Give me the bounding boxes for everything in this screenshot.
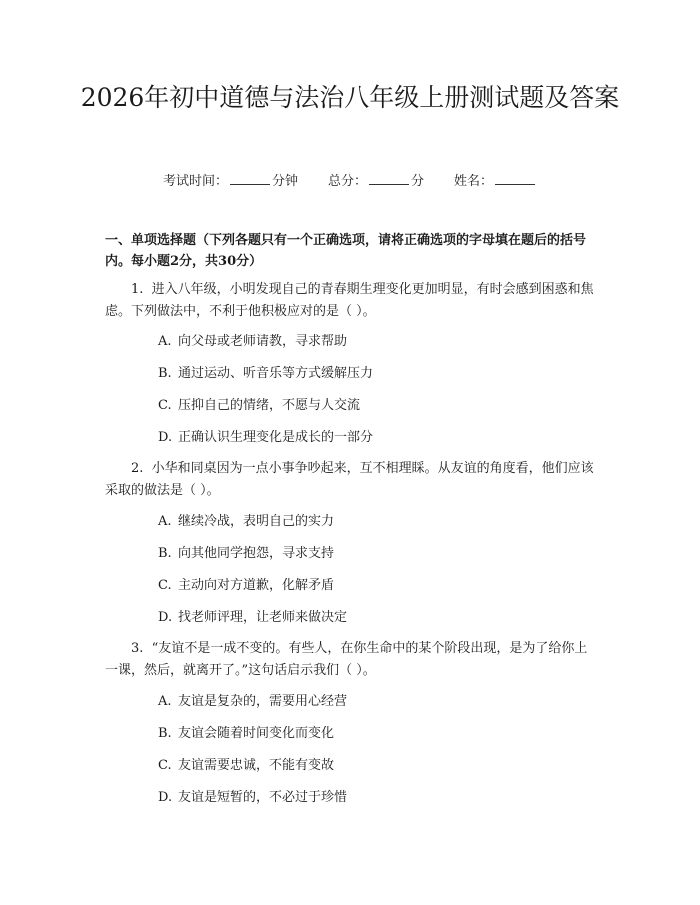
option-1b (158, 365, 373, 383)
total-score-label: 总分： (327, 174, 367, 189)
total-score-unit: 分 (411, 174, 425, 189)
option-text: 友谊是短暂的，不必过于珍惜 (178, 790, 348, 805)
question-number: 1. (131, 282, 144, 297)
question-2 (105, 458, 595, 502)
student-name (454, 170, 537, 189)
option-2a (158, 513, 334, 531)
exam-time-unit: 分钟 (271, 174, 298, 189)
section-heading: 一、单项选择题（下列各题只有一个正确选项，请将正确选项的字母填在题后的括号内。每小题2分，共30分） (105, 233, 587, 269)
total-score (328, 170, 424, 189)
option-3b (158, 725, 334, 743)
exam-info-line (0, 170, 700, 189)
question-stem: 进入八年级，小明发现自己的青春期生理变化更加明显，有时会感到困惑和焦虑。下列做法中，不利于他积极应对的是（ ）。 (105, 282, 594, 319)
question-number: 3. (131, 641, 144, 656)
option-letter: A. (158, 334, 172, 349)
student-name-blank (495, 172, 535, 185)
question-1 (105, 279, 595, 323)
option-1c (158, 397, 360, 415)
option-text: 找老师评理，让老师来做决定 (178, 610, 348, 625)
option-1a (158, 333, 347, 351)
total-score-blank (369, 172, 409, 185)
option-text: 主动向对方道歉，化解矛盾 (178, 578, 335, 593)
exam-time-blank (230, 172, 270, 185)
option-text: 通过运动、听音乐等方式缓解压力 (178, 366, 374, 381)
option-3c (158, 757, 334, 775)
option-letter: B. (158, 366, 172, 381)
option-3d (158, 789, 347, 807)
option-letter: D. (158, 430, 173, 445)
student-name-label: 姓名： (454, 174, 494, 189)
question-number: 2. (131, 461, 144, 476)
option-letter: C. (158, 578, 172, 593)
option-letter: A. (158, 694, 172, 709)
option-text: 压抑自己的情绪，不愿与人交流 (178, 398, 361, 413)
question-3 (105, 638, 595, 682)
option-2b (158, 545, 334, 563)
option-letter: A. (158, 514, 172, 529)
option-2c (158, 577, 334, 595)
option-text: 继续冷战，表明自己的实力 (178, 514, 335, 529)
option-text: 向父母或老师请教，寻求帮助 (178, 334, 348, 349)
option-letter: C. (158, 398, 172, 413)
option-letter: B. (158, 546, 172, 561)
option-letter: D. (158, 610, 173, 625)
option-text: 正确认识生理变化是成长的一部分 (178, 430, 374, 445)
option-letter: C. (158, 758, 172, 773)
exam-time-label: 考试时间： (162, 174, 228, 189)
question-stem: “友谊不是一成不变的。有些人，在你生命中的某个阶段出现，是为了给你上一课，然后，就离开了。”这句话启示我们（ ）。 (105, 641, 588, 678)
option-text: 友谊需要忠诚，不能有变故 (178, 758, 335, 773)
question-stem: 小华和同桌因为一点小事争吵起来，互不相理睬。从友谊的角度看，他们应该采取的做法是（ ）。 (105, 461, 594, 498)
option-letter: B. (158, 726, 172, 741)
page-title: 2026年初中道德与法治八年级上册测试题及答案 (80, 83, 620, 112)
option-3a (158, 693, 347, 711)
option-2d (158, 609, 347, 627)
option-1d (158, 429, 373, 447)
option-text: 友谊是复杂的，需要用心经营 (178, 694, 348, 709)
exam-time (163, 170, 298, 189)
option-text: 向其他同学抱怨，寻求支持 (178, 546, 335, 561)
option-text: 友谊会随着时间变化而变化 (178, 726, 335, 741)
option-letter: D. (158, 790, 173, 805)
